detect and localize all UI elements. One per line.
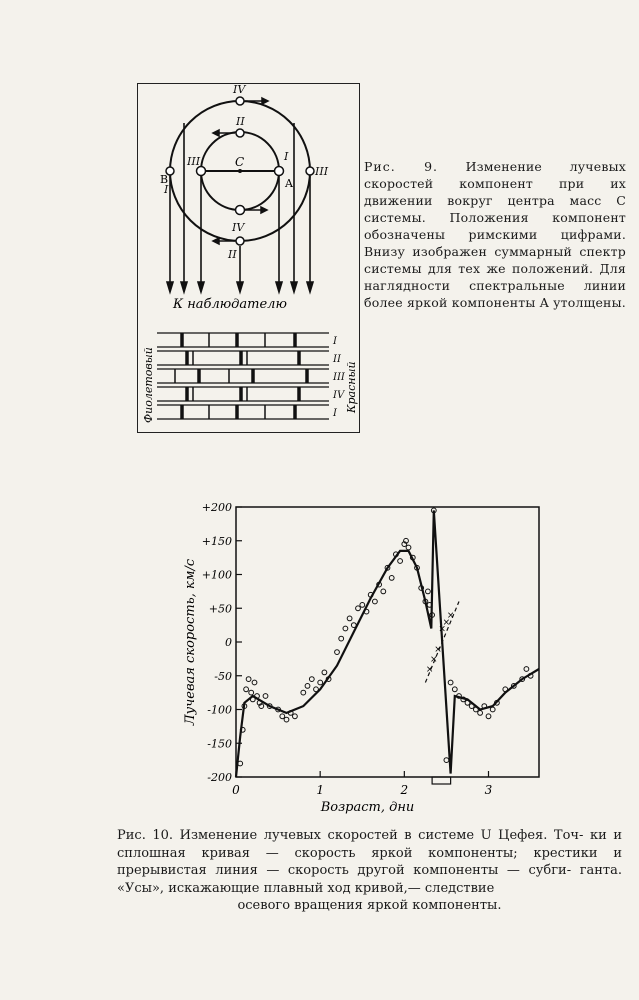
y-tick-label: -50	[214, 669, 232, 683]
outer-pos-iii	[306, 167, 314, 175]
data-point-circle	[314, 687, 319, 692]
figure-10-caption-label: Рис. 10.	[117, 828, 174, 843]
label-a: A	[285, 177, 293, 190]
figure-10-chart	[180, 495, 545, 820]
figure-9-caption-text: Изменение лучевых скоростей компонент при их движении вокруг центра масс C системы. Положения компонент обозначены римскими цифрами. Внизу изображен суммарный спектр системы для тех же положений. Для наглядности спектральные линии более яркой компоненты A утолщены.	[364, 159, 626, 310]
figure-9-caption-label: Рис. 9.	[364, 159, 439, 174]
spectrum-row-1-label: I	[333, 336, 337, 347]
data-point-circle	[486, 714, 491, 719]
inner-pos-ii	[236, 129, 244, 137]
data-point-circle	[478, 711, 483, 716]
label-center: C	[235, 155, 245, 169]
data-point-cross: ×	[438, 624, 446, 635]
data-point-circle	[250, 697, 255, 702]
y-tick-label: +100	[201, 568, 232, 582]
data-point-cross: ×	[446, 611, 455, 621]
spectrum-row-5-label: I	[333, 408, 337, 419]
label-outer-left: I	[164, 183, 169, 196]
eclipse-marker	[432, 777, 451, 784]
spectrum-row-3-label: III	[333, 372, 345, 383]
data-point-circle	[238, 761, 243, 766]
x-tick-label: 1	[316, 783, 324, 797]
data-point-circle	[360, 603, 365, 608]
y-tick-label: +200	[201, 501, 232, 514]
y-axis-label: Лучевая скорость, км/с	[183, 558, 198, 726]
y-tick-label: -150	[207, 737, 232, 751]
outer-pos-ii	[236, 237, 244, 245]
label-b: B	[160, 173, 169, 186]
data-point-circle	[263, 694, 268, 699]
data-point-circle	[524, 667, 529, 672]
data-point-circle	[322, 670, 327, 675]
data-point-circle	[406, 545, 411, 550]
data-point-circle	[301, 690, 306, 695]
data-point-circle	[469, 704, 474, 709]
center-dot	[238, 169, 242, 173]
data-point-circle	[246, 677, 251, 682]
outer-pos-iv	[236, 97, 244, 105]
figure-10-caption-line-5: осевого вращения яркой компоненты.	[237, 898, 502, 913]
y-tick-label: +50	[208, 602, 232, 616]
spectrum-row-2-label: II	[333, 354, 341, 365]
label-outer-top: IV	[233, 83, 246, 96]
data-point-circle	[351, 623, 356, 628]
data-point-circle	[339, 636, 344, 641]
x-tick-label: 0	[232, 783, 240, 797]
data-point-circle	[293, 714, 298, 719]
spectrum-block	[142, 333, 358, 423]
data-point-circle	[249, 690, 254, 695]
data-point-circle	[347, 616, 352, 621]
label-inner-right: I	[284, 150, 289, 163]
data-point-circle	[426, 589, 431, 594]
data-point-circle	[309, 677, 314, 682]
data-point-circle	[356, 606, 361, 611]
data-point-circle	[252, 680, 257, 685]
figure-9-diagram	[137, 83, 361, 433]
data-point-circle	[244, 687, 249, 692]
figure-10-caption-line-1: Изменение лучевых скоростей в системе U Цефея. Точ-	[179, 828, 584, 843]
chart-frame	[236, 507, 539, 777]
inner-pos-i	[275, 167, 284, 176]
label-outer-right: III	[315, 165, 329, 178]
data-point-circle	[318, 680, 323, 685]
data-point-circle	[452, 687, 457, 692]
y-tick-label: -200	[207, 771, 232, 784]
label-outer-bottom: II	[228, 248, 237, 261]
x-axis-label: Возраст, дни	[320, 800, 415, 815]
data-point-cross: ×	[425, 665, 434, 675]
data-point-circle	[280, 714, 285, 719]
data-point-circle	[335, 650, 340, 655]
label-inner-top: II	[236, 115, 245, 128]
figure-10-caption-line-2: ки и сплошная кривая — скорость яркой компоненты; крестики	[117, 828, 622, 861]
data-point-cross: ×	[442, 617, 451, 628]
data-point-circle	[343, 626, 348, 631]
spectrum-row-4-label: IV	[333, 390, 345, 401]
data-point-circle	[503, 687, 508, 692]
violet-label: Фиолетовый	[142, 347, 155, 423]
inner-pos-iv	[236, 206, 245, 215]
figure-10-caption-line-3: и прерывистая линия — скорость другой компоненты — субги-	[117, 845, 622, 878]
y-tick-label: 0	[225, 636, 232, 649]
data-point-circle	[284, 717, 289, 722]
data-point-circle	[373, 599, 378, 604]
data-point-cross: ×	[434, 644, 442, 655]
figure-9-caption	[364, 158, 626, 311]
data-point-circle	[448, 680, 453, 685]
bright-component-curve	[236, 510, 539, 777]
red-label: Красный	[345, 361, 358, 413]
data-point-circle	[444, 758, 449, 763]
data-point-circle	[398, 559, 403, 564]
data-point-circle	[465, 700, 470, 705]
data-point-cross: ×	[430, 654, 438, 665]
x-tick-label: 2	[400, 783, 409, 797]
figure-10-caption	[117, 827, 622, 915]
x-tick-label: 3	[484, 783, 493, 797]
data-point-circle	[474, 707, 479, 712]
figure-10-caption-line-4: ганта. «Усы», искажающие плавный ход кривой,— следствие	[117, 863, 622, 896]
observer-label: К наблюдателю	[173, 297, 287, 312]
y-tick-label: +150	[201, 534, 232, 548]
label-inner-left: III	[187, 155, 201, 168]
data-point-circle	[389, 576, 394, 581]
data-point-circle	[490, 707, 495, 712]
data-point-circle	[381, 589, 386, 594]
y-tick-label: -100	[207, 703, 232, 717]
data-point-circle	[305, 684, 310, 689]
label-inner-bottom: IV	[232, 221, 245, 234]
